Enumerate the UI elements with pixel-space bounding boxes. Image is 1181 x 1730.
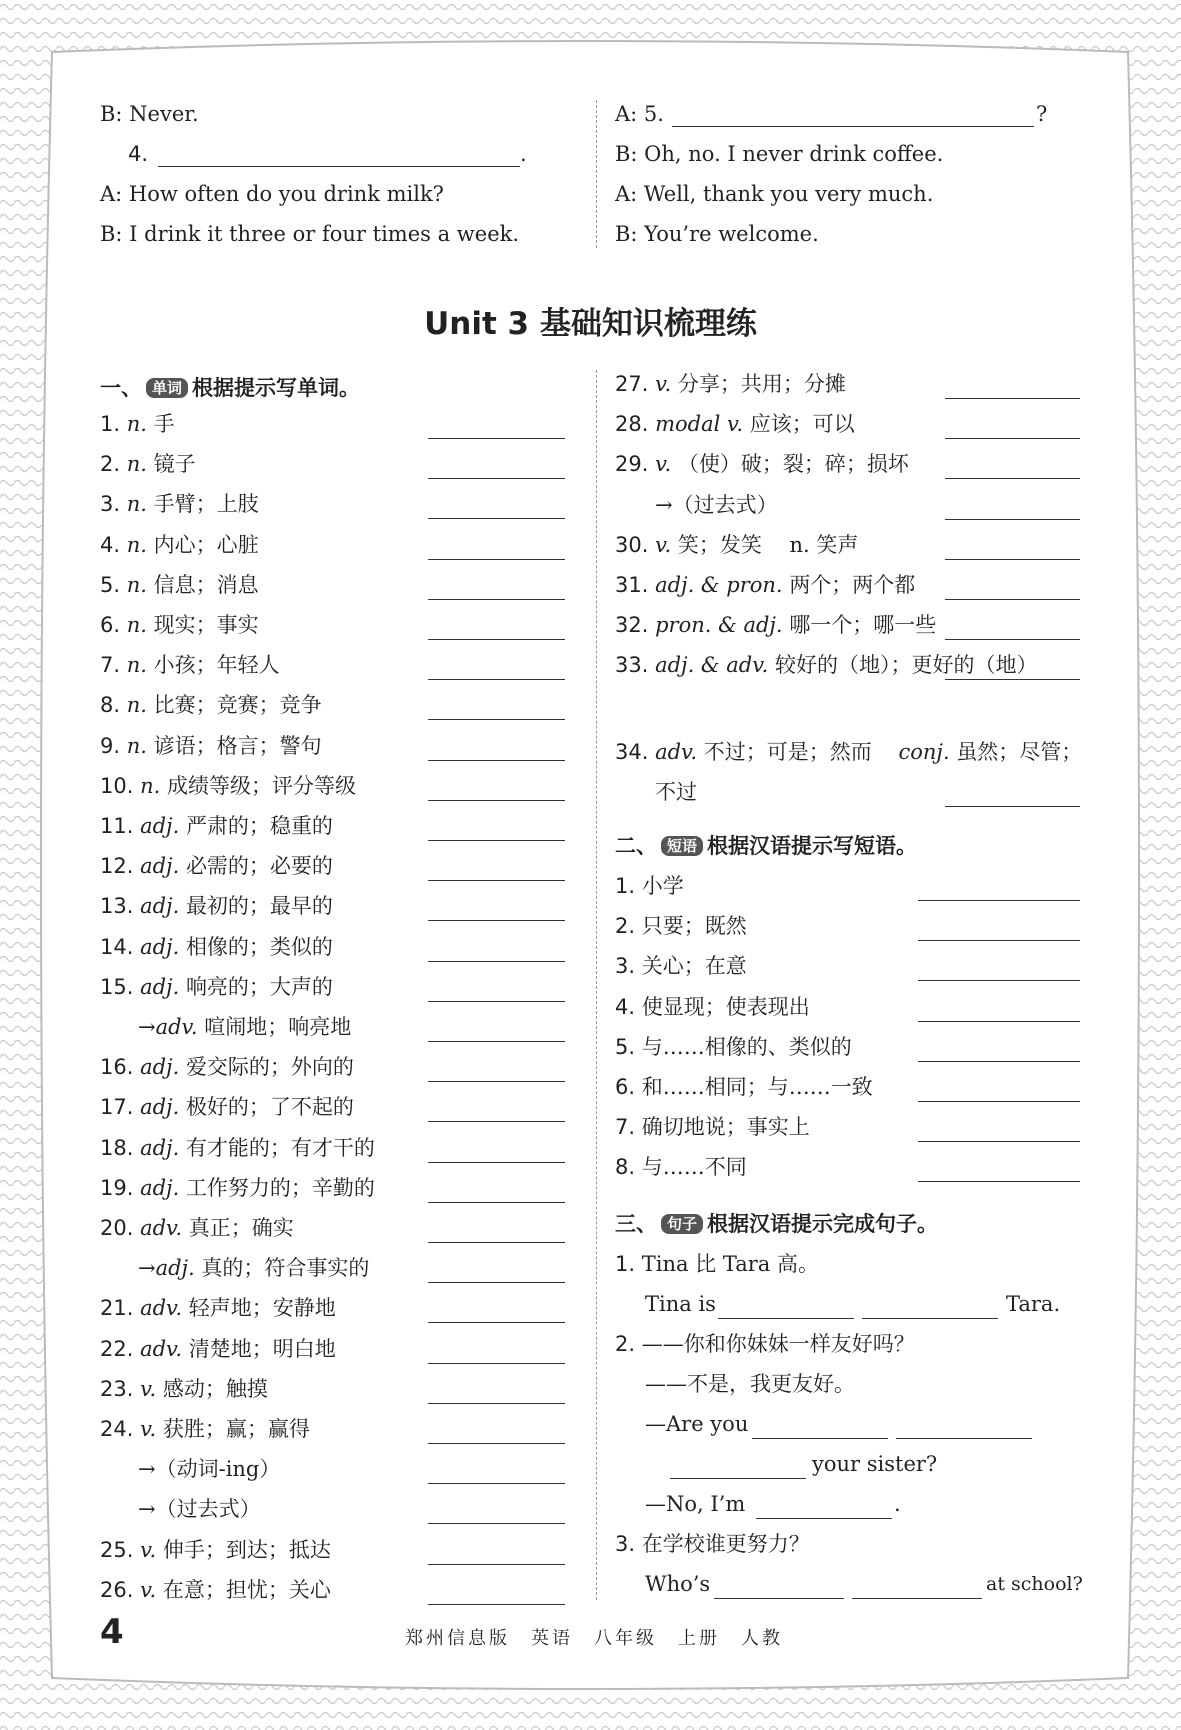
word-answer-blank[interactable]	[428, 679, 565, 680]
word-answer-blank[interactable]	[428, 559, 565, 560]
word-pos: v.	[140, 1376, 157, 1401]
word-item	[100, 450, 196, 478]
sentence-chinese: 在学校谁更努力？	[641, 1532, 810, 1556]
word-answer-blank[interactable]	[428, 1081, 565, 1082]
word-number: 34.	[615, 740, 649, 764]
phrase-answer-blank[interactable]	[918, 940, 1080, 941]
word-item	[615, 571, 915, 599]
sentence-3-start: Who’s	[645, 1572, 711, 1596]
word-pos: pron. & adj.	[655, 613, 783, 638]
word-meaning: 最初的；最早的	[185, 894, 333, 919]
word-answer-blank[interactable]	[945, 519, 1080, 520]
word-meaning: 现实；事实	[153, 613, 259, 637]
word-pos: n.	[126, 733, 147, 758]
word-pos: adj.	[140, 934, 180, 959]
phrase-number: 8.	[615, 1155, 636, 1180]
word-meaning: 轻声地；安静地	[188, 1296, 336, 1321]
word-item	[615, 370, 846, 398]
word-item	[100, 1536, 331, 1564]
sentence-2-reply: —No, I’m	[645, 1492, 746, 1516]
word-meaning: 手	[153, 412, 175, 436]
word-answer-blank[interactable]	[428, 719, 565, 720]
word-item	[100, 1053, 354, 1081]
phrase-meaning: 使显现；使表现出	[641, 994, 810, 1019]
word-number: 24.	[100, 1417, 134, 1441]
word-item	[100, 490, 259, 518]
word-pos: adj. & pron.	[655, 573, 783, 597]
word-item	[100, 1375, 268, 1403]
word-number: 6.	[100, 613, 121, 637]
word-pos: n.	[126, 532, 147, 557]
word-pos: adj.	[140, 974, 180, 999]
word-answer-blank[interactable]	[428, 438, 565, 439]
word-pos: adj.	[140, 814, 180, 838]
sentence-2-blank-2[interactable]	[896, 1438, 1032, 1439]
phrase-item	[615, 1033, 852, 1061]
word-number: 8.	[100, 693, 121, 718]
word-pos: →adv.	[138, 1015, 198, 1039]
word-meaning: 手臂；上肢	[153, 492, 259, 517]
section-3-prefix: 三、	[615, 1212, 657, 1236]
word-answer-blank[interactable]	[428, 1483, 565, 1484]
word-answer-blank[interactable]	[428, 920, 565, 921]
word-pos: adv.	[655, 740, 698, 764]
sentence-2-reply-end: .	[894, 1492, 901, 1516]
word-number: 16.	[100, 1055, 134, 1080]
word-answer-blank[interactable]	[945, 438, 1080, 439]
word-item	[100, 611, 259, 639]
word-pos: adj.	[140, 854, 180, 879]
word-meaning: 不过；可是；然而	[703, 740, 872, 764]
word-item	[100, 973, 333, 1001]
word-item	[100, 1576, 331, 1604]
phrase-number: 3.	[615, 954, 636, 979]
word-pos: adj.	[140, 1095, 180, 1120]
phrase-meaning: 和……相同；与……一致	[641, 1075, 873, 1099]
word-answer-blank[interactable]	[428, 1282, 565, 1283]
word-meaning: 响亮的；大声的	[185, 974, 333, 999]
dialog-right-line-2: B: Oh, no. I never drink coffee.	[615, 142, 944, 166]
word-item	[100, 531, 259, 559]
dialog-left-q4-period: .	[520, 142, 527, 166]
word-meaning: 在意；担忧；关心	[162, 1577, 331, 1602]
word-meaning: 伸手；到达；抵达	[162, 1537, 331, 1562]
word-item	[100, 933, 333, 961]
word-item	[100, 1415, 310, 1443]
sentence-chinese: ——你和你妹妹一样友好吗？	[641, 1332, 915, 1356]
dialog-left-line-3: A: How often do you drink milk?	[100, 182, 444, 206]
word-meaning: 谚语；格言；警句	[153, 733, 322, 758]
word-pos: v.	[655, 452, 672, 477]
word-number: 1.	[100, 412, 121, 436]
main-column-divider	[596, 370, 597, 1600]
word-meaning: 笑；发笑 n. 笑声	[677, 532, 859, 557]
word-answer-blank[interactable]	[428, 840, 565, 841]
phrase-meaning: 关心；在意	[641, 954, 747, 979]
word-answer-blank[interactable]	[428, 1202, 565, 1203]
word-item	[100, 571, 259, 599]
word-number: 22.	[100, 1336, 134, 1361]
phrase-number: 1.	[615, 874, 636, 898]
phrase-answer-blank[interactable]	[918, 1141, 1080, 1142]
word-answer-blank[interactable]	[428, 599, 565, 600]
word-number: 23.	[100, 1376, 134, 1401]
word-pos: n.	[126, 452, 147, 477]
word-answer-blank[interactable]	[945, 679, 1080, 680]
phrase-item	[615, 952, 747, 980]
phrase-number: 7.	[615, 1115, 636, 1140]
word-answer-blank[interactable]	[428, 1523, 565, 1524]
sentence-3-blank-1[interactable]	[714, 1598, 844, 1599]
phrase-answer-blank[interactable]	[918, 1061, 1080, 1062]
word-pos: adj.	[140, 894, 180, 919]
word-pos: adj.	[140, 1135, 180, 1160]
section-1-header	[100, 374, 360, 402]
word-number: 18.	[100, 1135, 134, 1160]
sentence-number: 2.	[615, 1332, 636, 1356]
word-meaning: 比赛；竞赛；竞争	[153, 693, 322, 718]
section-1-prefix: 一、	[100, 376, 142, 400]
sentence-1-end: Tara.	[1006, 1292, 1061, 1316]
word-answer-blank[interactable]	[428, 1041, 565, 1042]
word-pos: n.	[126, 492, 147, 517]
dialog-right-q5-prefix: A: 5.	[615, 102, 664, 126]
word-pos: v.	[140, 1577, 157, 1602]
sentence-2-blank-1[interactable]	[752, 1438, 888, 1439]
word-meaning: 工作努力的；辛勤的	[185, 1175, 375, 1200]
word-answer-blank[interactable]	[428, 961, 565, 962]
word-pos: adj.	[140, 1175, 180, 1200]
section-3-header	[615, 1210, 938, 1238]
word-pos: adj. & adv.	[655, 653, 769, 678]
phrase-answer-blank[interactable]	[918, 1181, 1080, 1182]
word-item	[100, 1335, 336, 1363]
word-item	[615, 450, 909, 478]
word-number: 7.	[100, 653, 121, 678]
word-meaning: 小孩；年轻人	[153, 653, 280, 678]
sentence-2-prompt	[615, 1330, 915, 1358]
word-item	[100, 691, 322, 719]
answer-blank-34[interactable]	[945, 806, 1080, 807]
word-number: 30.	[615, 532, 649, 557]
dialog-left-q4-number: 4.	[128, 142, 149, 166]
phrase-meaning: 只要；既然	[641, 914, 747, 939]
section-3-badge: 句子	[661, 1214, 703, 1234]
word-meaning: 真正；确实	[188, 1216, 294, 1240]
word-item	[100, 1093, 354, 1121]
word-pos: n.	[126, 613, 147, 637]
word-item	[100, 812, 333, 840]
word-pos: v.	[140, 1537, 157, 1562]
word-answer-blank[interactable]	[428, 1162, 565, 1163]
dialog-answer-blank-5[interactable]	[672, 126, 1034, 127]
word-item	[138, 1254, 369, 1282]
word-item	[100, 1134, 375, 1162]
sentence-2-start: —Are you	[645, 1412, 749, 1436]
word-answer-blank[interactable]	[428, 639, 565, 640]
word-pos: adj.	[140, 1055, 180, 1080]
word-meaning: 分享；共用；分摊	[677, 372, 846, 396]
top-column-divider	[596, 100, 597, 248]
word-number: 20.	[100, 1216, 134, 1240]
word-meaning: 必需的；必要的	[185, 854, 333, 879]
dialog-right-line-3: A: Well, thank you very much.	[615, 182, 934, 206]
word-number: 28.	[615, 412, 649, 437]
word-answer-blank[interactable]	[428, 1564, 565, 1565]
word-item	[100, 1174, 375, 1202]
sentence-2-middle: your sister?	[812, 1452, 938, 1476]
section-1-title: 根据提示写单词。	[192, 376, 361, 400]
word-meaning: 真的；符合事实的	[201, 1256, 370, 1281]
word-meaning: 较好的（地）；更好的（地）	[774, 653, 1038, 678]
word-number: 32.	[615, 613, 649, 638]
word-item	[615, 611, 936, 639]
word-answer-blank[interactable]	[428, 478, 565, 479]
section-2-prefix: 二、	[615, 834, 657, 858]
word-answer-blank[interactable]	[428, 1121, 565, 1122]
word-pos: v.	[655, 532, 672, 557]
word-meaning: 清楚地；明白地	[188, 1336, 336, 1361]
sentence-2-blank-4[interactable]	[756, 1518, 892, 1519]
word-item	[615, 531, 858, 559]
word-meaning: 获胜；赢；赢得	[162, 1417, 310, 1441]
word-pos: v.	[140, 1417, 157, 1441]
word-meaning: 两个；两个都	[789, 573, 916, 597]
word-number: 11.	[100, 814, 134, 838]
section-2-header	[615, 832, 917, 860]
word-meaning: 喧闹地；响亮地	[204, 1015, 352, 1039]
word-answer-blank[interactable]	[945, 639, 1080, 640]
sentence-1-prompt	[615, 1250, 819, 1278]
word-meaning: 相像的；类似的	[185, 934, 333, 959]
sentence-3-blank-2[interactable]	[852, 1598, 982, 1599]
word-answer-blank[interactable]	[428, 1322, 565, 1323]
word-pos: n.	[126, 693, 147, 718]
word-item	[138, 1013, 351, 1041]
word-item	[100, 732, 322, 760]
word-answer-blank[interactable]	[945, 478, 1080, 479]
word-pos: v.	[655, 372, 672, 396]
word-number: 19.	[100, 1175, 134, 1200]
word-answer-blank[interactable]	[428, 1443, 565, 1444]
sentence-number: 3.	[615, 1532, 636, 1556]
word-item	[100, 852, 333, 880]
phrase-item	[615, 1073, 873, 1101]
word-number: 10.	[100, 773, 134, 798]
phrase-meaning: 确切地说；事实上	[641, 1115, 810, 1140]
word-item	[615, 651, 1037, 679]
word-item	[138, 1455, 280, 1483]
section-2-title: 根据汉语提示写短语。	[707, 834, 918, 858]
footer-text: 郑州信息版 英语 八年级 上册 人教	[405, 1628, 783, 1649]
word-number: 27.	[615, 372, 649, 396]
sentence-chinese: Tina 比 Tara 高。	[641, 1252, 819, 1276]
word-number: 13.	[100, 894, 134, 919]
phrase-meaning: 小学	[641, 874, 684, 898]
phrase-answer-blank[interactable]	[918, 1101, 1080, 1102]
word-item	[100, 772, 356, 800]
sentence-1-start: Tina is	[645, 1292, 716, 1316]
word-pos: modal v.	[655, 412, 744, 437]
dialog-left-line-1: B: Never.	[100, 102, 199, 126]
word-answer-blank[interactable]	[428, 518, 565, 519]
sentence-3-end: at school?	[986, 1573, 1083, 1595]
page-number: 4	[100, 1612, 124, 1652]
phrase-number: 5.	[615, 1034, 636, 1059]
word-item	[100, 651, 280, 679]
word-answer-blank[interactable]	[428, 1363, 565, 1364]
sentence-1-blank-2[interactable]	[862, 1318, 998, 1319]
word-number: 5.	[100, 572, 121, 597]
phrase-meaning: 与……不同	[641, 1155, 747, 1180]
word-meaning: 镜子	[153, 452, 196, 477]
phrase-meaning: 与……相像的、类似的	[641, 1034, 852, 1059]
word-item-34-continued: 不过	[655, 780, 697, 804]
word-meaning: （使）破；裂；碎；损坏	[677, 452, 909, 477]
word-answer-blank[interactable]	[428, 800, 565, 801]
phrase-item	[615, 872, 684, 900]
word-pos: n.	[126, 412, 147, 436]
word-pos: n.	[126, 572, 147, 597]
word-meaning: 严肃的；稳重的	[185, 814, 333, 838]
word-number: 26.	[100, 1577, 134, 1602]
section-1-badge: 单词	[146, 378, 188, 398]
sentence-2-prompt-line-2: ——不是，我更友好。	[645, 1372, 855, 1396]
word-pos: n.	[140, 773, 161, 798]
word-meaning: 信息；消息	[153, 572, 259, 597]
word-item	[100, 1294, 336, 1322]
word-pos: n.	[126, 653, 147, 678]
word-number: 3.	[100, 492, 121, 517]
section-2-badge: 短语	[661, 836, 703, 856]
word-answer-blank[interactable]	[428, 760, 565, 761]
word-answer-blank[interactable]	[428, 1001, 565, 1002]
word-answer-blank[interactable]	[428, 880, 565, 881]
phrase-item	[615, 1113, 810, 1141]
word-pos: adv.	[140, 1216, 183, 1240]
phrase-item	[615, 912, 747, 940]
phrase-answer-blank[interactable]	[918, 1021, 1080, 1022]
section-3-title: 根据汉语提示完成句子。	[707, 1212, 939, 1236]
phrase-number: 4.	[615, 994, 636, 1019]
word-number: 14.	[100, 934, 134, 959]
phrase-answer-blank[interactable]	[918, 900, 1080, 901]
word-meaning: →（动词-ing）	[138, 1457, 281, 1482]
word-answer-blank[interactable]	[945, 599, 1080, 600]
phrase-answer-blank[interactable]	[918, 980, 1080, 981]
word-item	[100, 1214, 294, 1242]
word-number: 29.	[615, 452, 649, 477]
word-answer-blank[interactable]	[428, 1403, 565, 1404]
word-meaning: 感动；触摸	[162, 1376, 268, 1401]
word-item-34	[615, 738, 1082, 766]
word-number: 21.	[100, 1296, 134, 1321]
word-meaning: →（过去式）	[655, 492, 778, 517]
word-number: 2.	[100, 452, 121, 477]
sentence-number: 1.	[615, 1252, 636, 1276]
phrase-number: 2.	[615, 914, 636, 939]
word-meaning: →（过去式）	[138, 1497, 261, 1522]
word-answer-blank[interactable]	[428, 1604, 565, 1605]
word-item	[615, 410, 855, 438]
word-number: 17.	[100, 1095, 134, 1120]
word-pos: →adj.	[138, 1256, 195, 1281]
word-answer-blank[interactable]	[945, 398, 1080, 399]
word-meaning: 内心；心脏	[153, 532, 259, 557]
word-item	[100, 410, 175, 438]
word-meaning: 成绩等级；评分等级	[166, 773, 356, 798]
sentence-3-prompt	[615, 1530, 810, 1558]
word-number: 4.	[100, 532, 121, 557]
phrase-item	[615, 1153, 747, 1181]
word-pos: adv.	[140, 1336, 183, 1361]
dialog-right-line-4: B: You’re welcome.	[615, 222, 819, 246]
word-number: 25.	[100, 1537, 134, 1562]
word-answer-blank[interactable]	[428, 1242, 565, 1243]
word-meaning-2: 虽然；尽管；	[956, 740, 1083, 764]
phrase-item	[615, 993, 810, 1021]
dialog-left-line-4: B: I drink it three or four times a week.	[100, 222, 520, 246]
word-item	[655, 491, 778, 519]
word-item	[100, 892, 333, 920]
word-meaning: 有才能的；有才干的	[185, 1135, 375, 1160]
sentence-1-blank-1[interactable]	[718, 1318, 854, 1319]
sentence-2-blank-3[interactable]	[670, 1478, 806, 1479]
word-meaning: 应该；可以	[749, 412, 855, 437]
unit-title: Unit 3 基础知识梳理练	[424, 306, 757, 342]
word-number: 9.	[100, 733, 121, 758]
word-pos-2: conj.	[898, 740, 950, 764]
word-number: 12.	[100, 854, 134, 879]
phrase-number: 6.	[615, 1075, 636, 1099]
dialog-right-q5-suffix: ?	[1036, 102, 1048, 126]
word-answer-blank[interactable]	[945, 559, 1080, 560]
dialog-answer-blank-4[interactable]	[158, 166, 520, 167]
word-meaning: 极好的；了不起的	[185, 1095, 354, 1120]
word-item	[138, 1495, 261, 1523]
word-meaning: 爱交际的；外向的	[185, 1055, 354, 1080]
word-pos: adv.	[140, 1296, 183, 1321]
word-number: 15.	[100, 974, 134, 999]
word-number: 33.	[615, 653, 649, 678]
word-number: 31.	[615, 573, 649, 597]
word-meaning: 哪一个；哪一些	[789, 613, 937, 638]
